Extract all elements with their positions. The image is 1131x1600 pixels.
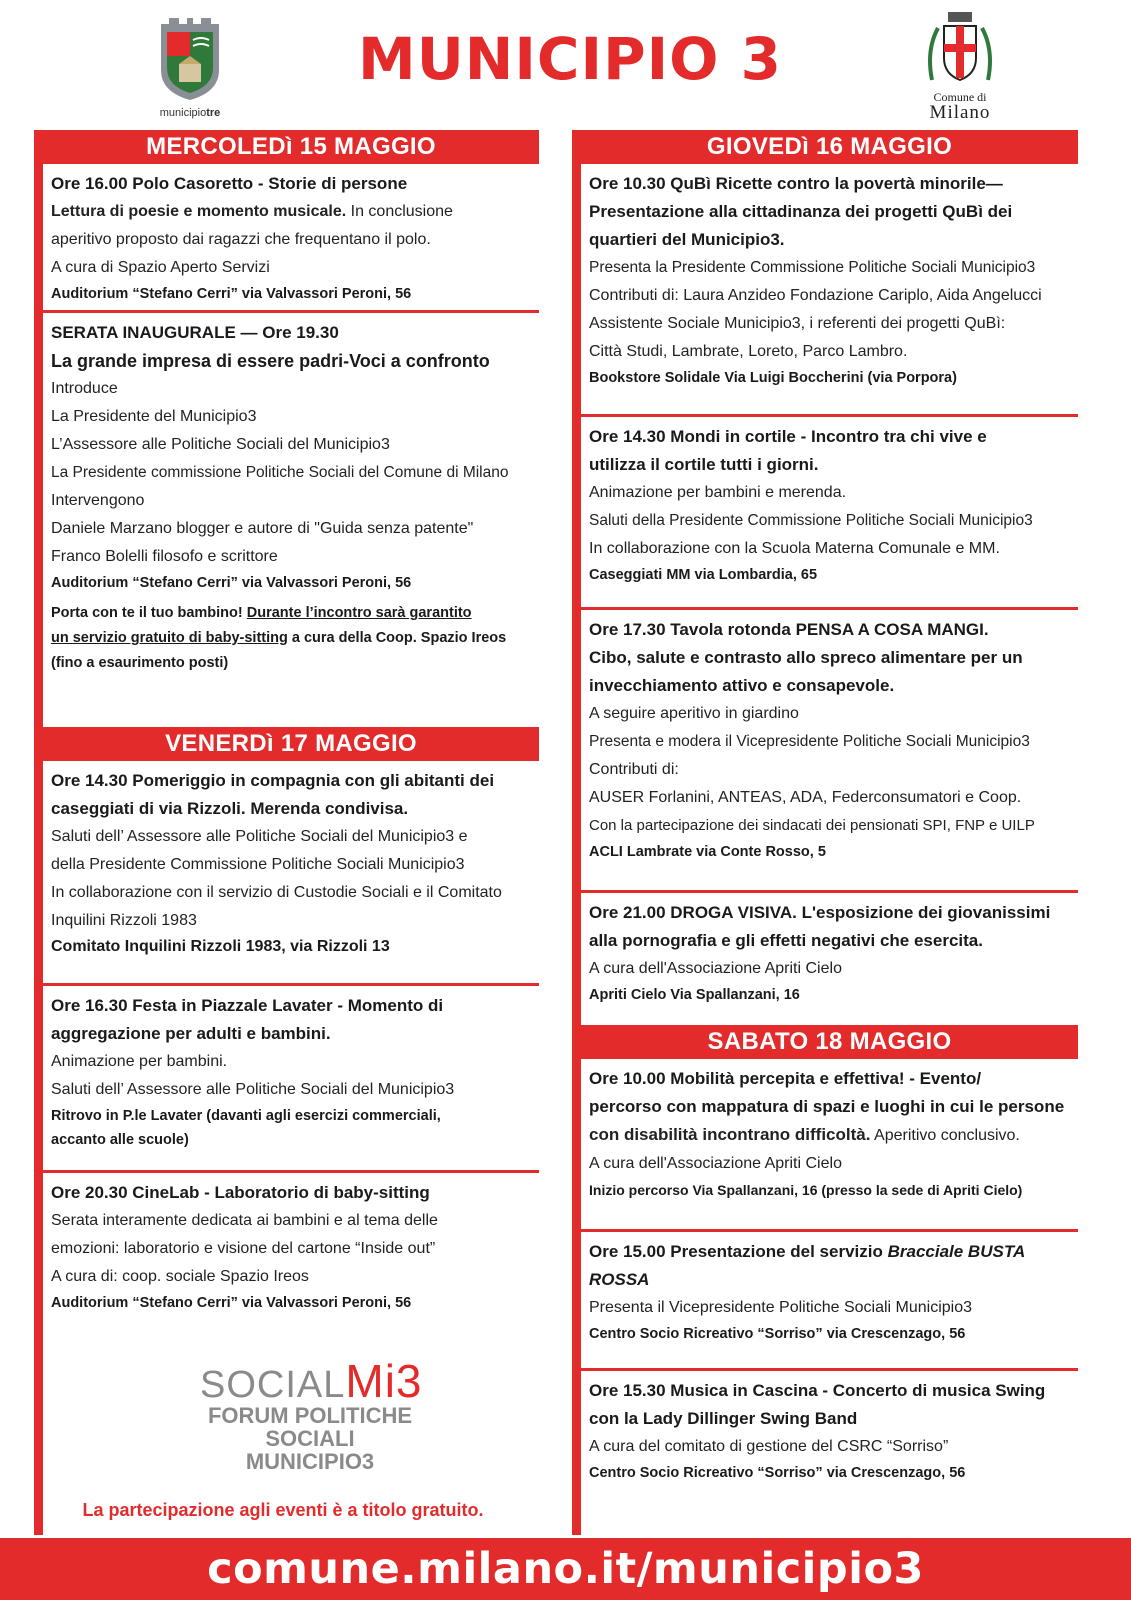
event-text: Città Studi, Lambrate, Loreto, Parco Lambro.: [589, 343, 908, 360]
event-text: Saluti dell’ Assessore alle Politiche Sociali del Municipio3: [51, 1081, 455, 1098]
event-musica-in-cascina: [581, 1371, 1078, 1491]
event-cinelab: [43, 1173, 539, 1321]
event-title: SERATA INAUGURALE — Ore 19.30: [51, 323, 339, 342]
event-title: percorso con mappatura di spazi e luoghi in cui le persone: [589, 1097, 1065, 1116]
day-header-friday: VENERDì 17 MAGGIO: [43, 727, 539, 761]
event-location: Comitato Inquilini Rizzoli 1983, via Rizzoli 13: [51, 938, 390, 955]
event-organizer: A cura di: coop. sociale Spazio Ireos: [51, 1268, 309, 1285]
event-subtitle: Lettura di poesie e momento musicale.: [51, 203, 347, 220]
event-title: Ore 14.30 Pomeriggio in compagnia con gli abitanti dei: [51, 771, 495, 790]
event-text: aperitivo proposto dai ragazzi che frequentano il polo.: [51, 231, 431, 248]
event-via-rizzoli: [43, 761, 539, 986]
milano-crest-icon: [924, 10, 996, 86]
event-title: Ore 15.30 Musica in Cascina - Concerto di musica Swing: [589, 1381, 1046, 1400]
event-polo-casoretto: [43, 164, 539, 313]
event-subtitle: La grande impresa di essere padri-Voci a confronto: [51, 351, 490, 371]
event-title: utilizza il cortile tutti i giorni.: [589, 455, 819, 474]
event-text: AUSER Forlanini, ANTEAS, ADA, Federconsumatori e Coop.: [589, 789, 1022, 806]
event-text: Serata interamente dedicata ai bambini e al tema delle: [51, 1212, 438, 1229]
event-text: Inquilini Rizzoli 1983: [51, 912, 197, 929]
event-text: La Presidente del Municipio3: [51, 408, 257, 425]
event-title: con disabilità incontrano difficoltà.: [589, 1125, 871, 1144]
event-text: Animazione per bambini e merenda.: [589, 484, 847, 501]
event-qubi: [581, 164, 1078, 417]
event-organizer: A cura del comitato di gestione del CSRC “Sorriso”: [589, 1438, 949, 1455]
event-title: Cibo, salute e contrasto allo spreco alimentare per un: [589, 648, 1023, 667]
event-title: aggregazione per adulti e bambini.: [51, 1024, 331, 1043]
right-column: [572, 130, 1078, 1535]
event-title-italic: ROSSA: [589, 1270, 650, 1289]
event-location: Centro Socio Ricreativo “Sorriso” via Crescenzago, 56: [589, 1465, 966, 1481]
event-mondi-in-cortile: [581, 417, 1078, 610]
event-text: Presenta e modera il Vicepresidente Politiche Sociali Municipio3: [589, 733, 1030, 750]
event-text: La Presidente commissione Politiche Sociali del Comune di Milano: [51, 464, 509, 481]
forum-caption: FORUM POLITICHE SOCIALI: [207, 1403, 413, 1452]
babysitting-note: Porta con te il tuo bambino! Durante l’incontro sarà garantito un servizio gratuito di baby-sitting a cura della Coop. Spazio Ireos (fino a esaurimento posti): [51, 605, 507, 671]
event-text: Aperitivo conclusivo.: [870, 1127, 1020, 1144]
event-text: A seguire aperitivo in giardino: [589, 705, 799, 722]
event-serata-inaugurale: [43, 313, 539, 727]
event-text: Introduce: [51, 380, 118, 397]
comune-milano-logo: [915, 10, 1005, 122]
event-text: Presenta il Vicepresidente Politiche Sociali Municipio3: [589, 1299, 973, 1316]
social-mi3-wordmark: SOCIALMi3: [200, 1355, 423, 1407]
event-title: Ore 16.30 Festa in Piazzale Lavater - Momento di: [51, 996, 444, 1015]
event-text: della Presidente Commissione Politiche Sociali Municipio3: [51, 856, 465, 873]
event-mobilita: [581, 1059, 1078, 1232]
event-organizer: A cura di Spazio Aperto Servizi: [51, 259, 270, 276]
event-text: Contributi di: Laura Anzideo Fondazione Cariplo, Aida Angelucci: [589, 287, 1042, 304]
event-text: emozioni: laboratorio e visione del cartone “Inside out”: [51, 1240, 436, 1257]
left-column: [34, 130, 539, 1535]
event-location: Ritrovo in P.le Lavater (davanti agli esercizi commerciali,: [51, 1108, 441, 1124]
milano-caption: Milano: [929, 102, 991, 123]
event-location: ACLI Lambrate via Conte Rosso, 5: [589, 844, 826, 860]
event-title: Ore 16.00 Polo Casoretto - Storie di persone: [51, 174, 408, 193]
day-header-wednesday: MERCOLEDì 15 MAGGIO: [43, 130, 539, 164]
event-piazzale-lavater: [43, 986, 539, 1173]
day-header-saturday: SABATO 18 MAGGIO: [581, 1025, 1078, 1059]
event-title: con la Lady Dillinger Swing Band: [589, 1409, 858, 1428]
event-text: Franco Bolelli filosofo e scrittore: [51, 548, 278, 565]
event-title: quartieri del Municipio3.: [589, 230, 785, 249]
event-location: Caseggiati MM via Lombardia, 65: [589, 567, 818, 583]
forum-caption: MUNICIPIO3: [245, 1449, 375, 1475]
event-title: caseggiati di via Rizzoli. Merenda condivisa.: [51, 799, 409, 818]
event-bracciale: [581, 1232, 1078, 1371]
municipio-shield-icon: [157, 18, 223, 100]
event-droga-visiva: [581, 893, 1078, 1025]
day-header-thursday: GIOVEDì 16 MAGGIO: [581, 130, 1078, 164]
event-text: In collaborazione con il servizio di Custodie Sociali e il Comitato: [51, 884, 502, 901]
event-title: Ore 15.00 Presentazione del servizio: [589, 1242, 888, 1261]
event-title: Ore 20.30 CineLab - Laboratorio di baby-sitting: [51, 1183, 430, 1202]
event-organizer: A cura dell'Associazione Apriti Cielo: [589, 960, 842, 977]
event-title: Ore 21.00 DROGA VISIVA. L'esposizione dei giovanissimi: [589, 903, 1051, 922]
event-title-italic: Bracciale BUSTA: [887, 1242, 1026, 1261]
event-text: L’Assessore alle Politiche Sociali del Municipio3: [51, 436, 390, 453]
event-title: Ore 17.30 Tavola rotonda PENSA A COSA MANGI.: [589, 620, 989, 639]
event-text: Intervengono: [51, 492, 145, 509]
social-mi3-logo: [200, 1355, 423, 1475]
event-text: Con la partecipazione dei sindacati dei pensionati SPI, FNP e UILP: [589, 817, 1035, 834]
page-title: MUNICIPIO 3: [357, 25, 783, 93]
municipio-tre-caption: municipiotre: [159, 107, 221, 119]
comune-caption: Comune di: [933, 90, 987, 104]
event-location: accanto alle scuole): [51, 1132, 189, 1148]
event-tavola-rotonda: [581, 610, 1078, 893]
event-text: Saluti dell’ Assessore alle Politiche Sociali del Municipio3 e: [51, 828, 468, 845]
event-text: Assistente Sociale Municipio3, i referenti dei progetti QuBì:: [589, 315, 1006, 332]
event-location: Auditorium “Stefano Cerri” via Valvassori Peroni, 56: [51, 286, 412, 302]
event-text: Saluti della Presidente Commissione Politiche Sociali Municipio3: [589, 512, 1033, 529]
event-title: Ore 14.30 Mondi in cortile - Incontro tra chi vive e: [589, 427, 987, 446]
event-title: Ore 10.30 QuBì Ricette contro la povertà minorile—: [589, 174, 1003, 193]
event-text: Animazione per bambini.: [51, 1053, 228, 1070]
event-location: Bookstore Solidale Via Luigi Boccherini (via Porpora): [589, 370, 957, 386]
event-text: Daniele Marzano blogger e autore di "Guida senza patente": [51, 520, 474, 537]
event-location: Auditorium “Stefano Cerri” via Valvassori Peroni, 56: [51, 575, 412, 591]
event-text: Presenta la Presidente Commissione Politiche Sociali Municipio3: [589, 259, 1036, 276]
event-text: In collaborazione con la Scuola Materna Comunale e MM.: [589, 540, 1000, 557]
footer-url[interactable]: comune.milano.it/municipio3: [0, 1538, 1131, 1600]
event-location: Apriti Cielo Via Spallanzani, 16: [589, 987, 800, 1003]
event-title: alla pornografia e gli effetti negativi che esercita.: [589, 931, 983, 950]
event-location: Inizio percorso Via Spallanzani, 16 (presso la sede di Apriti Cielo): [589, 1182, 1023, 1198]
municipio-tre-logo: [140, 18, 240, 128]
event-organizer: A cura dell'Associazione Apriti Cielo: [589, 1155, 842, 1172]
event-title: Presentazione alla cittadinanza dei progetti QuBì dei: [589, 202, 1013, 221]
free-participation-note: La partecipazione agli eventi è a titolo gratuito.: [82, 1500, 484, 1520]
event-location: Centro Socio Ricreativo “Sorriso” via Crescenzago, 56: [589, 1326, 966, 1342]
event-title: Ore 10.00 Mobilità percepita e effettiva! - Evento/: [589, 1069, 982, 1088]
event-text: In conclusione: [346, 203, 453, 220]
event-location: Auditorium “Stefano Cerri” via Valvassori Peroni, 56: [51, 1295, 412, 1311]
event-text: Contributi di:: [589, 761, 679, 778]
event-title: invecchiamento attivo e consapevole.: [589, 676, 895, 695]
